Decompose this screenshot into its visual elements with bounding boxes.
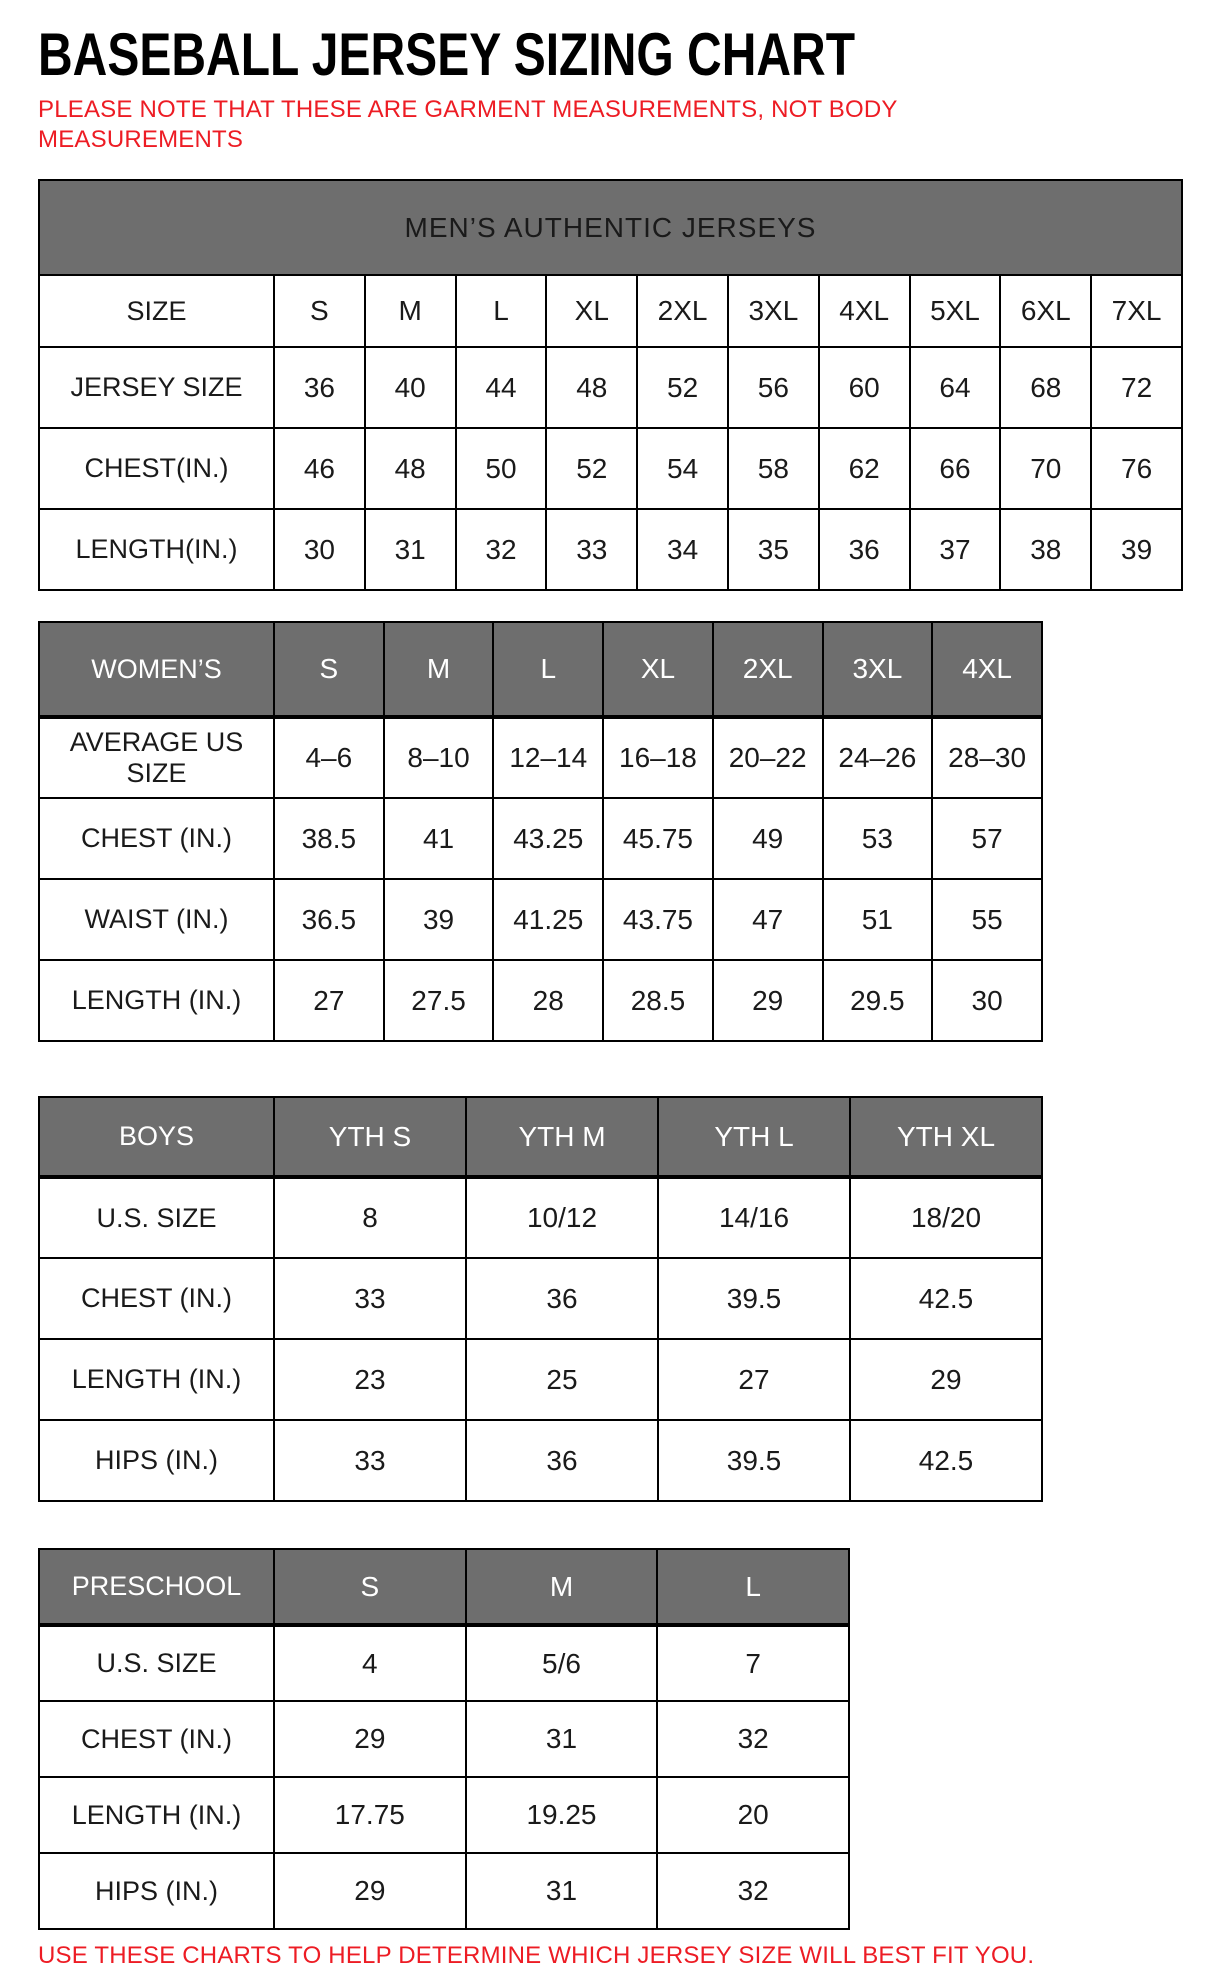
boys-data-row: [39, 1339, 1042, 1420]
footer-note: USE THESE CHARTS TO HELP DETERMINE WHICH JERSEY SIZE WILL BEST FIT YOU.: [38, 1942, 1035, 1969]
womens-row-label: AVERAGE US SIZE: [39, 717, 274, 798]
boys-value-cell: 33: [274, 1258, 466, 1339]
mens-value-cell: 33: [546, 509, 637, 590]
preschool-data-row: [39, 1777, 849, 1853]
mens-value-cell: 70: [1000, 428, 1091, 509]
womens-value-cell: 24–26: [823, 717, 933, 798]
womens-size-header-cell: 4XL: [932, 622, 1042, 717]
womens-value-cell: 43.75: [603, 879, 713, 960]
preschool-value-cell: 19.25: [466, 1777, 658, 1853]
mens-value-cell: 36: [819, 509, 910, 590]
mens-size-header-cell: L: [456, 275, 547, 347]
womens-value-cell: 47: [713, 879, 823, 960]
boys-value-cell: 36: [466, 1420, 658, 1501]
preschool-value-cell: 29: [274, 1701, 466, 1777]
preschool-size-header-cell: S: [274, 1549, 466, 1625]
womens-value-cell: 45.75: [603, 798, 713, 879]
mens-value-cell: 40: [365, 347, 456, 428]
womens-data-row: [39, 798, 1042, 879]
mens-value-cell: 37: [910, 509, 1001, 590]
mens-row-label: JERSEY SIZE: [39, 347, 274, 428]
mens-value-cell: 58: [728, 428, 819, 509]
womens-data-row: [39, 960, 1042, 1041]
boys-value-cell: 10/12: [466, 1177, 658, 1258]
preschool-value-cell: 32: [657, 1701, 849, 1777]
womens-value-cell: 20–22: [713, 717, 823, 798]
womens-value-cell: 49: [713, 798, 823, 879]
womens-value-cell: 41.25: [493, 879, 603, 960]
boys-value-cell: 27: [658, 1339, 850, 1420]
mens-row-label: CHEST(IN.): [39, 428, 274, 509]
mens-value-cell: 50: [456, 428, 547, 509]
womens-value-cell: 28.5: [603, 960, 713, 1041]
mens-size-header-cell: 5XL: [910, 275, 1001, 347]
note-line-2: MEASUREMENTS: [38, 126, 244, 153]
womens-header-row: [39, 622, 1042, 717]
womens-value-cell: 41: [384, 798, 494, 879]
mens-banner-title: MEN’S AUTHENTIC JERSEYS: [39, 180, 1182, 275]
mens-size-header-cell: 2XL: [637, 275, 728, 347]
mens-value-cell: 62: [819, 428, 910, 509]
womens-size-header-cell: 2XL: [713, 622, 823, 717]
mens-size-header-cell: M: [365, 275, 456, 347]
preschool-header-label: PRESCHOOL: [39, 1549, 274, 1625]
boys-size-header-cell: YTH M: [466, 1097, 658, 1177]
mens-size-header-cell: 4XL: [819, 275, 910, 347]
boys-row-label: U.S. SIZE: [39, 1177, 274, 1258]
preschool-value-cell: 29: [274, 1853, 466, 1929]
boys-value-cell: 42.5: [850, 1258, 1042, 1339]
boys-value-cell: 14/16: [658, 1177, 850, 1258]
womens-value-cell: 12–14: [493, 717, 603, 798]
boys-row-label: LENGTH (IN.): [39, 1339, 274, 1420]
preschool-value-cell: 7: [657, 1625, 849, 1701]
womens-value-cell: 8–10: [384, 717, 494, 798]
boys-value-cell: 36: [466, 1258, 658, 1339]
mens-row-label: LENGTH(IN.): [39, 509, 274, 590]
mens-size-header-cell: S: [274, 275, 365, 347]
womens-value-cell: 29.5: [823, 960, 933, 1041]
womens-value-cell: 27.5: [384, 960, 494, 1041]
mens-value-cell: 56: [728, 347, 819, 428]
boys-value-cell: 42.5: [850, 1420, 1042, 1501]
preschool-row-label: LENGTH (IN.): [39, 1777, 274, 1853]
boys-value-cell: 33: [274, 1420, 466, 1501]
mens-value-cell: 76: [1091, 428, 1182, 509]
mens-value-cell: 34: [637, 509, 728, 590]
mens-value-cell: 66: [910, 428, 1001, 509]
womens-header-label: WOMEN’S: [39, 622, 274, 717]
womens-data-row: [39, 879, 1042, 960]
preschool-value-cell: 17.75: [274, 1777, 466, 1853]
womens-row-label: WAIST (IN.): [39, 879, 274, 960]
boys-value-cell: 25: [466, 1339, 658, 1420]
boys-size-header-cell: YTH L: [658, 1097, 850, 1177]
preschool-value-cell: 20: [657, 1777, 849, 1853]
womens-value-cell: 28: [493, 960, 603, 1041]
mens-header-row: [39, 275, 1182, 347]
boys-header-label: BOYS: [39, 1097, 274, 1177]
mens-value-cell: 31: [365, 509, 456, 590]
boys-value-cell: 18/20: [850, 1177, 1042, 1258]
mens-value-cell: 32: [456, 509, 547, 590]
womens-value-cell: 55: [932, 879, 1042, 960]
preschool-data-row: [39, 1625, 849, 1701]
womens-size-header-cell: XL: [603, 622, 713, 717]
womens-size-header-cell: S: [274, 622, 384, 717]
page-title: BASEBALL JERSEY SIZING CHART: [38, 21, 856, 88]
womens-size-header-cell: L: [493, 622, 603, 717]
boys-data-row: [39, 1177, 1042, 1258]
mens-value-cell: 35: [728, 509, 819, 590]
womens-row-label: CHEST (IN.): [39, 798, 274, 879]
boys-sizing-table: [38, 1096, 1043, 1502]
boys-header-row: [39, 1097, 1042, 1177]
womens-value-cell: 29: [713, 960, 823, 1041]
womens-value-cell: 27: [274, 960, 384, 1041]
boys-data-row: [39, 1258, 1042, 1339]
preschool-sizing-table: [38, 1548, 850, 1930]
boys-value-cell: 8: [274, 1177, 466, 1258]
preschool-value-cell: 32: [657, 1853, 849, 1929]
womens-value-cell: 51: [823, 879, 933, 960]
mens-value-cell: 48: [546, 347, 637, 428]
womens-data-row: [39, 717, 1042, 798]
boys-row-label: CHEST (IN.): [39, 1258, 274, 1339]
sizing-tables-container: [38, 179, 1185, 1930]
boys-value-cell: 39.5: [658, 1258, 850, 1339]
mens-value-cell: 64: [910, 347, 1001, 428]
preschool-data-row: [39, 1701, 849, 1777]
mens-data-row: [39, 347, 1182, 428]
preschool-row-label: HIPS (IN.): [39, 1853, 274, 1929]
womens-size-header-cell: 3XL: [823, 622, 933, 717]
mens-value-cell: 44: [456, 347, 547, 428]
mens-value-cell: 46: [274, 428, 365, 509]
womens-value-cell: 39: [384, 879, 494, 960]
womens-value-cell: 36.5: [274, 879, 384, 960]
mens-size-header-cell: XL: [546, 275, 637, 347]
womens-value-cell: 53: [823, 798, 933, 879]
womens-value-cell: 16–18: [603, 717, 713, 798]
preschool-value-cell: 31: [466, 1701, 658, 1777]
boys-size-header-cell: YTH S: [274, 1097, 466, 1177]
boys-data-row: [39, 1420, 1042, 1501]
mens-value-cell: 38: [1000, 509, 1091, 590]
note-line-1: PLEASE NOTE THAT THESE ARE GARMENT MEASUREMENTS, NOT BODY: [38, 96, 898, 123]
boys-value-cell: 23: [274, 1339, 466, 1420]
mens-value-cell: 68: [1000, 347, 1091, 428]
preschool-value-cell: 4: [274, 1625, 466, 1701]
boys-value-cell: 29: [850, 1339, 1042, 1420]
mens-banner-row: [39, 180, 1182, 275]
womens-value-cell: 30: [932, 960, 1042, 1041]
mens-value-cell: 48: [365, 428, 456, 509]
mens-data-row: [39, 428, 1182, 509]
mens-value-cell: 54: [637, 428, 728, 509]
preschool-value-cell: 5/6: [466, 1625, 658, 1701]
mens-size-header-cell: 6XL: [1000, 275, 1091, 347]
boys-size-header-cell: YTH XL: [850, 1097, 1042, 1177]
boys-row-label: HIPS (IN.): [39, 1420, 274, 1501]
womens-row-label: LENGTH (IN.): [39, 960, 274, 1041]
mens-value-cell: 60: [819, 347, 910, 428]
preschool-row-label: CHEST (IN.): [39, 1701, 274, 1777]
womens-value-cell: 28–30: [932, 717, 1042, 798]
preschool-value-cell: 31: [466, 1853, 658, 1929]
preschool-header-row: [39, 1549, 849, 1625]
mens-data-row: [39, 509, 1182, 590]
mens-value-cell: 39: [1091, 509, 1182, 590]
womens-value-cell: 43.25: [493, 798, 603, 879]
mens-size-header-cell: 3XL: [728, 275, 819, 347]
womens-value-cell: 57: [932, 798, 1042, 879]
mens-value-cell: 30: [274, 509, 365, 590]
mens-value-cell: 52: [637, 347, 728, 428]
boys-value-cell: 39.5: [658, 1420, 850, 1501]
preschool-row-label: U.S. SIZE: [39, 1625, 274, 1701]
garment-measurements-note: [38, 95, 1185, 155]
preschool-size-header-cell: L: [657, 1549, 849, 1625]
mens-size-header-cell: 7XL: [1091, 275, 1182, 347]
preschool-size-header-cell: M: [466, 1549, 658, 1625]
preschool-data-row: [39, 1853, 849, 1929]
mens-value-cell: 52: [546, 428, 637, 509]
mens-value-cell: 72: [1091, 347, 1182, 428]
womens-sizing-table: [38, 621, 1043, 1042]
womens-value-cell: 4–6: [274, 717, 384, 798]
mens-value-cell: 36: [274, 347, 365, 428]
mens-sizing-table: [38, 179, 1183, 591]
womens-size-header-cell: M: [384, 622, 494, 717]
womens-value-cell: 38.5: [274, 798, 384, 879]
mens-header-label: SIZE: [39, 275, 274, 347]
